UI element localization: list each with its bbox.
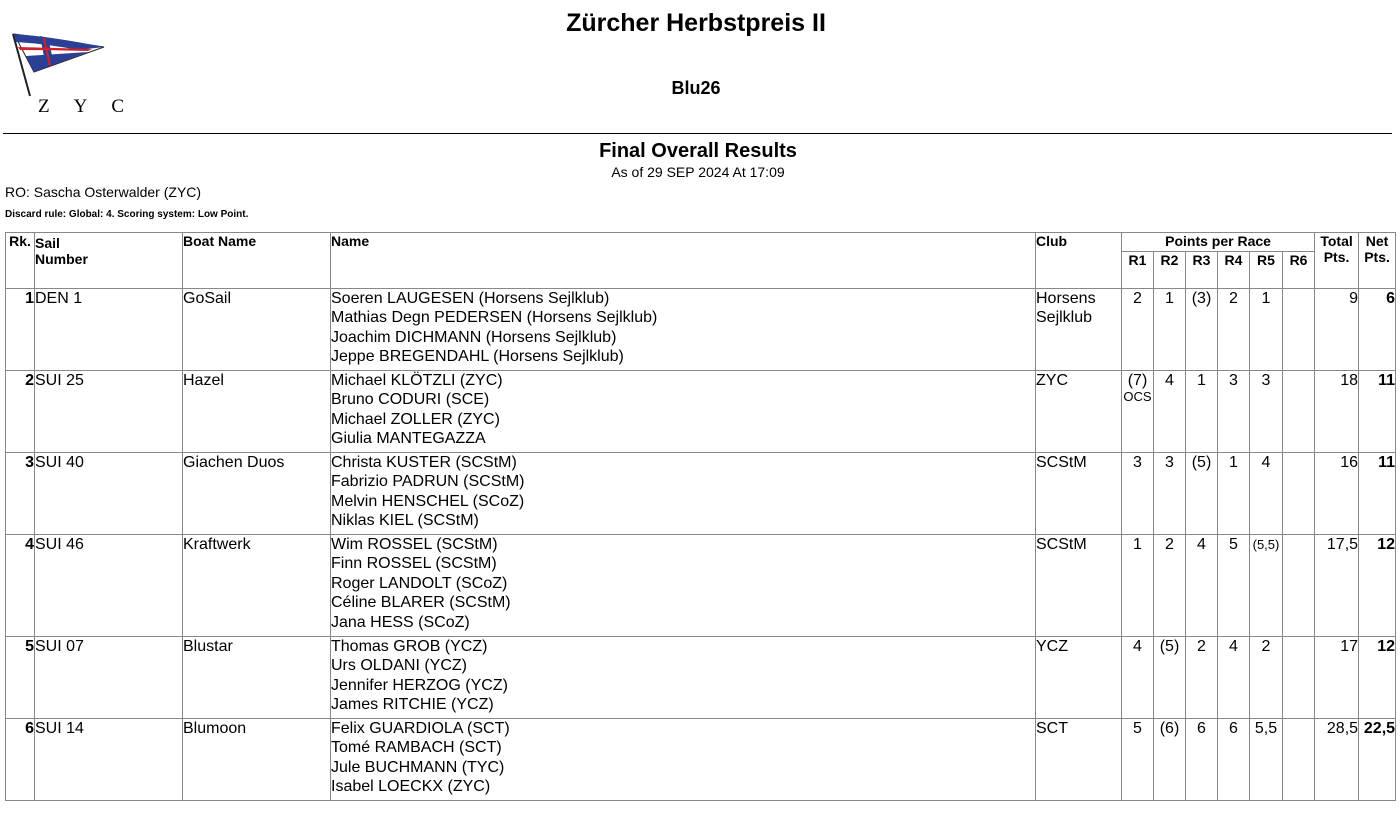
race-score-cell (1122, 637, 1154, 719)
crew-names-cell (331, 453, 1036, 535)
race-score-cell (1186, 371, 1218, 453)
race-score-cell (1154, 289, 1186, 371)
race-score-cell (1154, 453, 1186, 535)
race-score-cell (1250, 371, 1283, 453)
club-line: YCZ (1036, 638, 1068, 655)
net-points-cell: 11 (1359, 371, 1396, 453)
race-score-cell (1218, 453, 1250, 535)
race-score: (5) (1159, 638, 1180, 655)
result-row (6, 535, 1396, 637)
result-row (6, 719, 1396, 801)
race-score-cell (1218, 371, 1250, 453)
crew-member: Fabrizio PADRUN (SCStM) (331, 473, 525, 491)
results-timestamp: As of 29 SEP 2024 At 17:09 (611, 164, 785, 180)
crew-member: Céline BLARER (SCStM) (331, 594, 511, 612)
penalty-code: OCS (1123, 389, 1152, 405)
col-race-header: R6 (1283, 252, 1315, 289)
crew-member: Joachim DICHMANN (Horsens Sejlklub) (331, 328, 617, 346)
race-score-cell (1283, 289, 1315, 371)
crew-member: Michael ZOLLER (ZYC) (331, 410, 500, 428)
col-race-header: R5 (1250, 252, 1283, 289)
result-row (6, 289, 1396, 371)
rank-cell: 4 (6, 535, 35, 637)
race-score: 5,5 (1254, 720, 1278, 737)
race-score: 1 (1197, 372, 1206, 389)
race-score: 1 (1229, 454, 1238, 471)
crew-member: Roger LANDOLT (SCoZ) (331, 574, 508, 592)
col-rank-header: Rk. (6, 233, 35, 289)
race-score-cell (1250, 535, 1283, 637)
race-score-cell (1186, 637, 1218, 719)
total-points-cell: 9 (1315, 289, 1359, 371)
race-score-cell (1122, 719, 1154, 801)
race-score-cell (1218, 289, 1250, 371)
net-points-cell: 11 (1359, 453, 1396, 535)
race-score: 4 (1229, 638, 1238, 655)
points-per-race-header: Points per Race (1122, 233, 1315, 252)
boat-name-cell: Giachen Duos (183, 453, 331, 535)
race-score-cell (1250, 289, 1283, 371)
race-score-cell (1218, 535, 1250, 637)
sail-number-cell: DEN 1 (35, 289, 183, 371)
boat-name-cell: Blumoon (183, 719, 331, 801)
race-score: 2 (1229, 290, 1238, 307)
crew-member: Michael KLÖTZLI (ZYC) (331, 372, 503, 389)
sail-number-cell: SUI 25 (35, 371, 183, 453)
race-score: 4 (1165, 372, 1174, 389)
net-points-cell: 12 (1359, 637, 1396, 719)
race-score-cell (1283, 719, 1315, 801)
sail-number-cell: SUI 14 (35, 719, 183, 801)
race-score: (6) (1159, 720, 1180, 737)
class-name: Blu26 (671, 78, 721, 98)
crew-member: Urs OLDANI (YCZ) (331, 657, 467, 675)
crew-member: James RITCHIE (YCZ) (331, 696, 494, 714)
crew-names-cell (331, 289, 1036, 371)
club-cell (1036, 535, 1122, 637)
crew-member: Jeppe BREGENDAHL (Horsens Sejlklub) (331, 348, 624, 366)
race-score-cell (1218, 637, 1250, 719)
sail-number-cell: SUI 46 (35, 535, 183, 637)
club-line: Horsens (1036, 290, 1096, 307)
race-score: 4 (1197, 536, 1206, 553)
race-score: (3) (1191, 290, 1212, 307)
race-score-cell (1154, 637, 1186, 719)
col-net-header: Net Pts. (1359, 233, 1396, 289)
crew-member: Giulia MANTEGAZZA (331, 430, 486, 448)
rank-cell: 3 (6, 453, 35, 535)
race-score-cell (1122, 371, 1154, 453)
net-points-cell: 12 (1359, 535, 1396, 637)
crew-member: Wim ROSSEL (SCStM) (331, 536, 498, 553)
total-points-cell: 16 (1315, 453, 1359, 535)
net-points-cell: 22,5 (1359, 719, 1396, 801)
race-score-cell (1283, 535, 1315, 637)
race-score-cell (1154, 719, 1186, 801)
club-line: SCStM (1036, 454, 1087, 471)
col-race-header: R4 (1218, 252, 1250, 289)
crew-names-cell (331, 535, 1036, 637)
result-row (6, 371, 1396, 453)
club-cell (1036, 289, 1122, 371)
total-points-cell: 28,5 (1315, 719, 1359, 801)
rank-cell: 5 (6, 637, 35, 719)
crew-member: Niklas KIEL (SCStM) (331, 512, 479, 530)
crew-member: Christa KUSTER (SCStM) (331, 454, 517, 471)
club-line: ZYC (1036, 372, 1068, 389)
race-score: (5,5) (1252, 537, 1280, 552)
net-points-cell: 6 (1359, 289, 1396, 371)
race-score-cell (1186, 535, 1218, 637)
race-score-cell (1283, 637, 1315, 719)
crew-member: Jana HESS (SCoZ) (331, 613, 470, 631)
crew-member: Isabel LOECKX (ZYC) (331, 778, 491, 796)
race-score: 5 (1229, 536, 1238, 553)
club-line: SCT (1036, 720, 1068, 737)
col-club-header: Club (1036, 233, 1122, 289)
crew-member: Felix GUARDIOLA (SCT) (331, 720, 510, 737)
crew-member: Jule BUCHMANN (TYC) (331, 758, 505, 776)
results-body (6, 289, 1396, 801)
sail-number-cell: SUI 07 (35, 637, 183, 719)
race-score: 6 (1197, 720, 1206, 737)
results-title: Final Overall Results (599, 140, 797, 162)
race-score: (5) (1191, 454, 1212, 471)
race-score: 2 (1133, 290, 1142, 307)
crew-member: Tomé RAMBACH (SCT) (331, 739, 502, 757)
result-row (6, 637, 1396, 719)
race-score-cell (1218, 719, 1250, 801)
crew-member: Bruno CODURI (SCE) (331, 391, 490, 409)
col-name-header: Name (331, 233, 1036, 289)
crew-member: Mathias Degn PEDERSEN (Horsens Sejlklub) (331, 309, 658, 327)
race-score-cell (1250, 637, 1283, 719)
race-score-cell (1186, 719, 1218, 801)
race-score-cell (1122, 289, 1154, 371)
race-score: 1 (1165, 290, 1174, 307)
club-initials: Z Y C (38, 96, 135, 117)
col-race-header: R3 (1186, 252, 1218, 289)
race-score-cell (1283, 453, 1315, 535)
club-line: SCStM (1036, 536, 1087, 553)
col-race-header: R1 (1122, 252, 1154, 289)
race-score-cell (1186, 453, 1218, 535)
race-score: 1 (1261, 290, 1271, 307)
col-total-header: Total Pts. (1315, 233, 1359, 289)
total-points-cell: 18 (1315, 371, 1359, 453)
results-table (5, 232, 1396, 801)
race-score-cell (1283, 371, 1315, 453)
race-score: 4 (1133, 638, 1142, 655)
crew-member: Finn ROSSEL (SCStM) (331, 555, 497, 573)
crew-member: Melvin HENSCHEL (SCoZ) (331, 492, 525, 510)
crew-member: Thomas GROB (YCZ) (331, 638, 488, 655)
race-officer: RO: Sascha Osterwalder (ZYC) (5, 184, 202, 200)
race-score: 6 (1229, 720, 1238, 737)
race-score: 3 (1261, 372, 1271, 389)
col-sail-number-header: Sail Number (35, 233, 183, 289)
race-score: 4 (1261, 454, 1271, 471)
crew-member: Soeren LAUGESEN (Horsens Sejlklub) (331, 290, 610, 307)
race-score-cell (1250, 453, 1283, 535)
race-score-cell (1122, 535, 1154, 637)
crew-names-cell (331, 371, 1036, 453)
race-score-cell (1250, 719, 1283, 801)
crew-member: Jennifer HERZOG (YCZ) (331, 676, 508, 694)
boat-name-cell: GoSail (183, 289, 331, 371)
race-score: 1 (1133, 536, 1142, 553)
discard-rule: Discard rule: Global: 4. Scoring system: Low Point. (5, 209, 249, 220)
club-cell (1036, 637, 1122, 719)
col-race-header: R2 (1154, 252, 1186, 289)
race-score-cell (1186, 289, 1218, 371)
race-score: 2 (1165, 536, 1174, 553)
col-boat-name-header: Boat Name (183, 233, 331, 289)
race-score: 3 (1229, 372, 1238, 389)
race-score: 5 (1133, 720, 1142, 737)
regatta-title: Zürcher Herbstpreis II (566, 9, 826, 37)
club-cell (1036, 453, 1122, 535)
rank-cell: 1 (6, 289, 35, 371)
race-score-cell (1154, 371, 1186, 453)
boat-name-cell: Kraftwerk (183, 535, 331, 637)
total-points-cell: 17 (1315, 637, 1359, 719)
club-line: Sejlklub (1036, 309, 1093, 327)
race-score: (7) (1127, 372, 1148, 389)
header-divider (3, 133, 1392, 134)
race-score-cell (1154, 535, 1186, 637)
club-cell (1036, 719, 1122, 801)
race-score: 3 (1165, 454, 1174, 471)
crew-names-cell (331, 719, 1036, 801)
race-score: 2 (1261, 638, 1271, 655)
result-row (6, 453, 1396, 535)
race-score: 3 (1133, 454, 1142, 471)
sail-number-cell: SUI 40 (35, 453, 183, 535)
rank-cell: 6 (6, 719, 35, 801)
crew-names-cell (331, 637, 1036, 719)
rank-cell: 2 (6, 371, 35, 453)
boat-name-cell: Blustar (183, 637, 331, 719)
boat-name-cell: Hazel (183, 371, 331, 453)
total-points-cell: 17,5 (1315, 535, 1359, 637)
race-score-cell (1122, 453, 1154, 535)
club-cell (1036, 371, 1122, 453)
race-score: 2 (1197, 638, 1206, 655)
